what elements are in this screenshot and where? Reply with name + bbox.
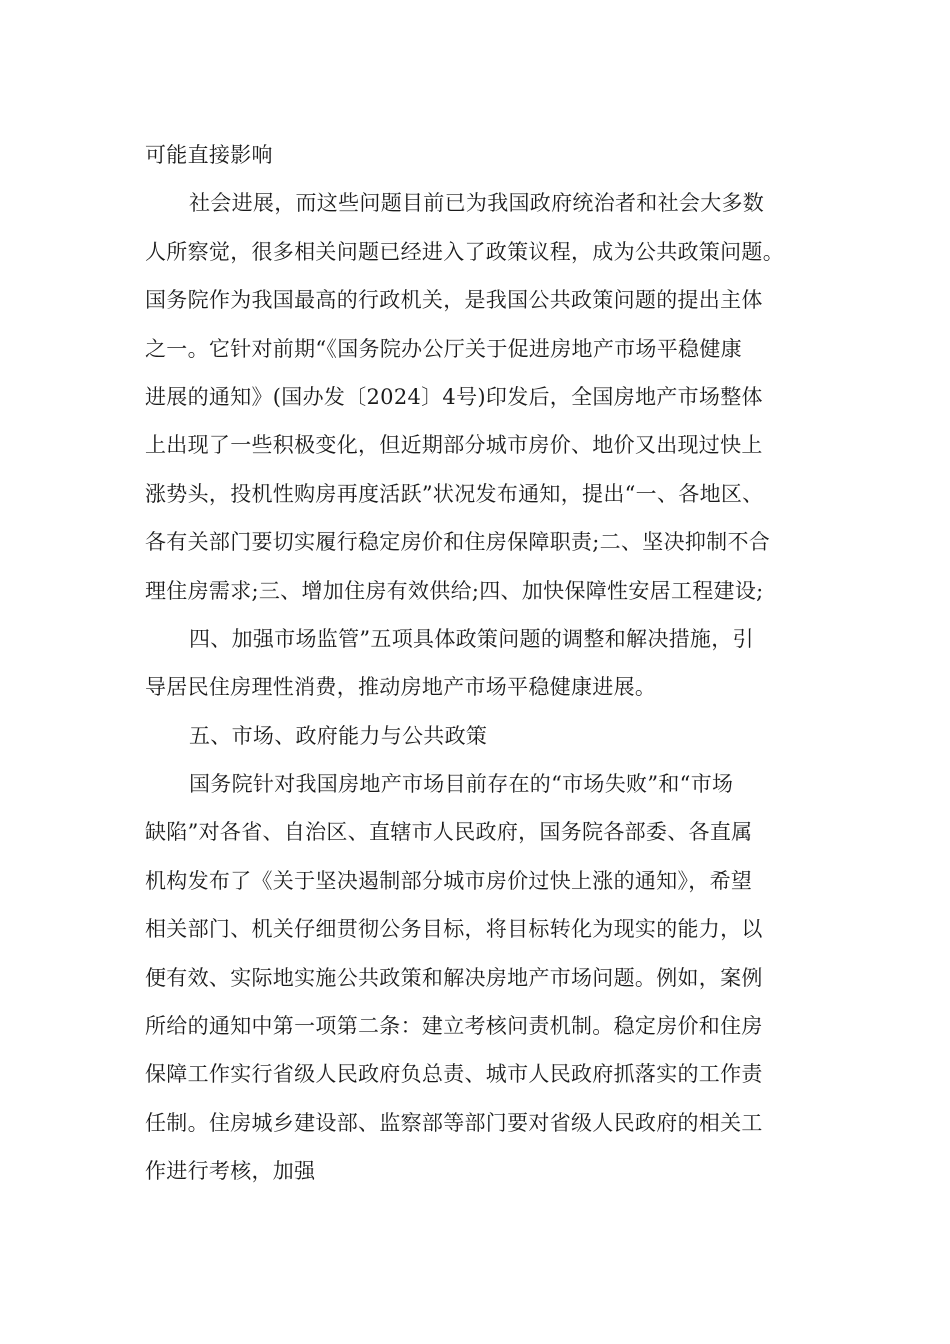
text-line: 人所察觉，很多相关问题已经进入了政策议程，成为公共政策问题。 (145, 239, 784, 264)
text-line: 作进行考核，加强 (145, 1159, 316, 1184)
text-line: 相关部门、机关仔细贯彻公务目标，将目标转化为现实的能力，以 (145, 917, 763, 942)
text-line: 导居民住房理性消费，推动房地产市场平稳健康进展。 (145, 675, 657, 700)
text-line: 保障工作实行省级人民政府负总责、城市人民政府抓落实的工作责 (145, 1062, 763, 1087)
text-line: 任制。住房城乡建设部、监察部等部门要对省级人民政府的相关工 (145, 1110, 763, 1135)
document-body (145, 131, 815, 1196)
text-line: 国务院作为我国最高的行政机关，是我国公共政策问题的提出主体 (145, 288, 763, 313)
text-line: 理住房需求;三、增加住房有效供给;四、加快保障性安居工程建设; (145, 578, 764, 603)
paragraph-start-line: 社会进展，而这些问题目前已为我国政府统治者和社会大多数 (189, 191, 765, 216)
section-heading: 五、市场、政府能力与公共政策 (189, 723, 488, 748)
text-line: 所给的通知中第一项第二条：建立考核问责机制。稳定房价和住房 (145, 1014, 763, 1039)
text-line: 涨势头，投机性购房再度活跃”状况发布通知，提出“一、各地区、 (145, 481, 764, 506)
text-line: 机构发布了《关于坚决遏制部分城市房价过快上涨的通知》，希望 (145, 868, 753, 893)
text-line: 上出现了一些积极变化，但近期部分城市房价、地价又出现过快上 (145, 433, 763, 458)
text-line: 便有效、实际地实施公共政策和解决房地产市场问题。例如，案例 (145, 965, 763, 990)
text-line: 各有关部门要切实履行稳定房价和住房保障职责;二、坚决抑制不合 (145, 530, 771, 555)
text-line: 进展的通知》(国办发〔2024〕4号)印发后，全国房地产市场整体 (145, 384, 763, 409)
text-line: 缺陷”对各省、自治区、直辖市人民政府，国务院各部委、各直属 (145, 820, 753, 845)
paragraph-start-line: 四、加强市场监管”五项具体政策问题的调整和解决措施，引 (189, 626, 754, 651)
text-line: 之一。它针对前期“《国务院办公厅关于促进房地产市场平稳健康 (145, 336, 742, 361)
paragraph-start-line: 国务院针对我国房地产市场目前存在的“市场失败”和“市场 (189, 772, 734, 797)
text-line: 可能直接影响 (145, 143, 273, 167)
